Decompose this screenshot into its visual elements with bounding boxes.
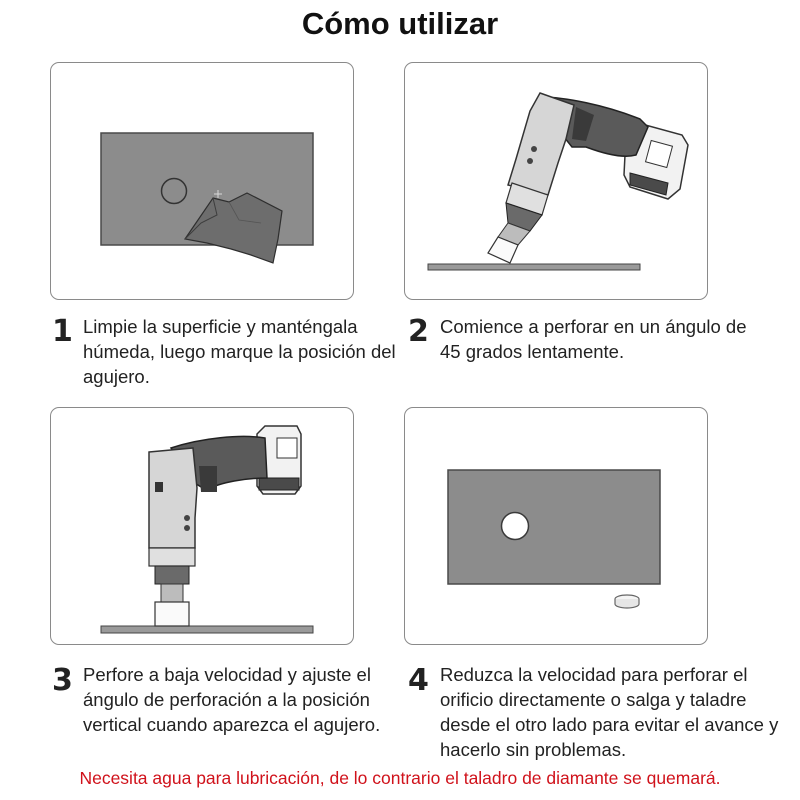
tile-core [615,595,639,608]
step-2-text: Comience a perforar en un ángulo de 45 grados lentamente. [440,316,747,362]
footer-warning: Necesita agua para lubricación, de lo contrario el taladro de diamante se quemará. [79,768,721,788]
step-3-illustration [50,407,354,645]
tile-surface [448,470,660,584]
step-3-number: 3 [52,663,73,698]
drill-icon [488,93,688,263]
step-3-text: Perfore a baja velocidad y ajuste el ángulo de perforación a la posición vertical cuando aparezca el agujero. [83,664,381,735]
step-4-illustration [404,407,708,645]
step-1-text: Limpie la superficie y manténgala húmeda, luego marque la posición del agujero. [83,316,396,387]
step-4-number: 4 [408,663,429,698]
step-2-number: 2 [408,314,429,349]
step-1-number: 1 [52,314,73,349]
step-2-illustration [404,62,708,300]
drill-icon [149,426,301,626]
step-4-text: Reduzca la velocidad para perforar el orificio directamente o salga y taladre desde el otro lado para evitar el avance y hacerlo sin problemas. [440,664,779,760]
step-1-illustration [50,62,354,300]
drilled-hole [502,513,529,540]
tile-edge [101,626,313,633]
page-title: Cómo utilizar [301,6,499,41]
tile-edge [428,264,640,270]
